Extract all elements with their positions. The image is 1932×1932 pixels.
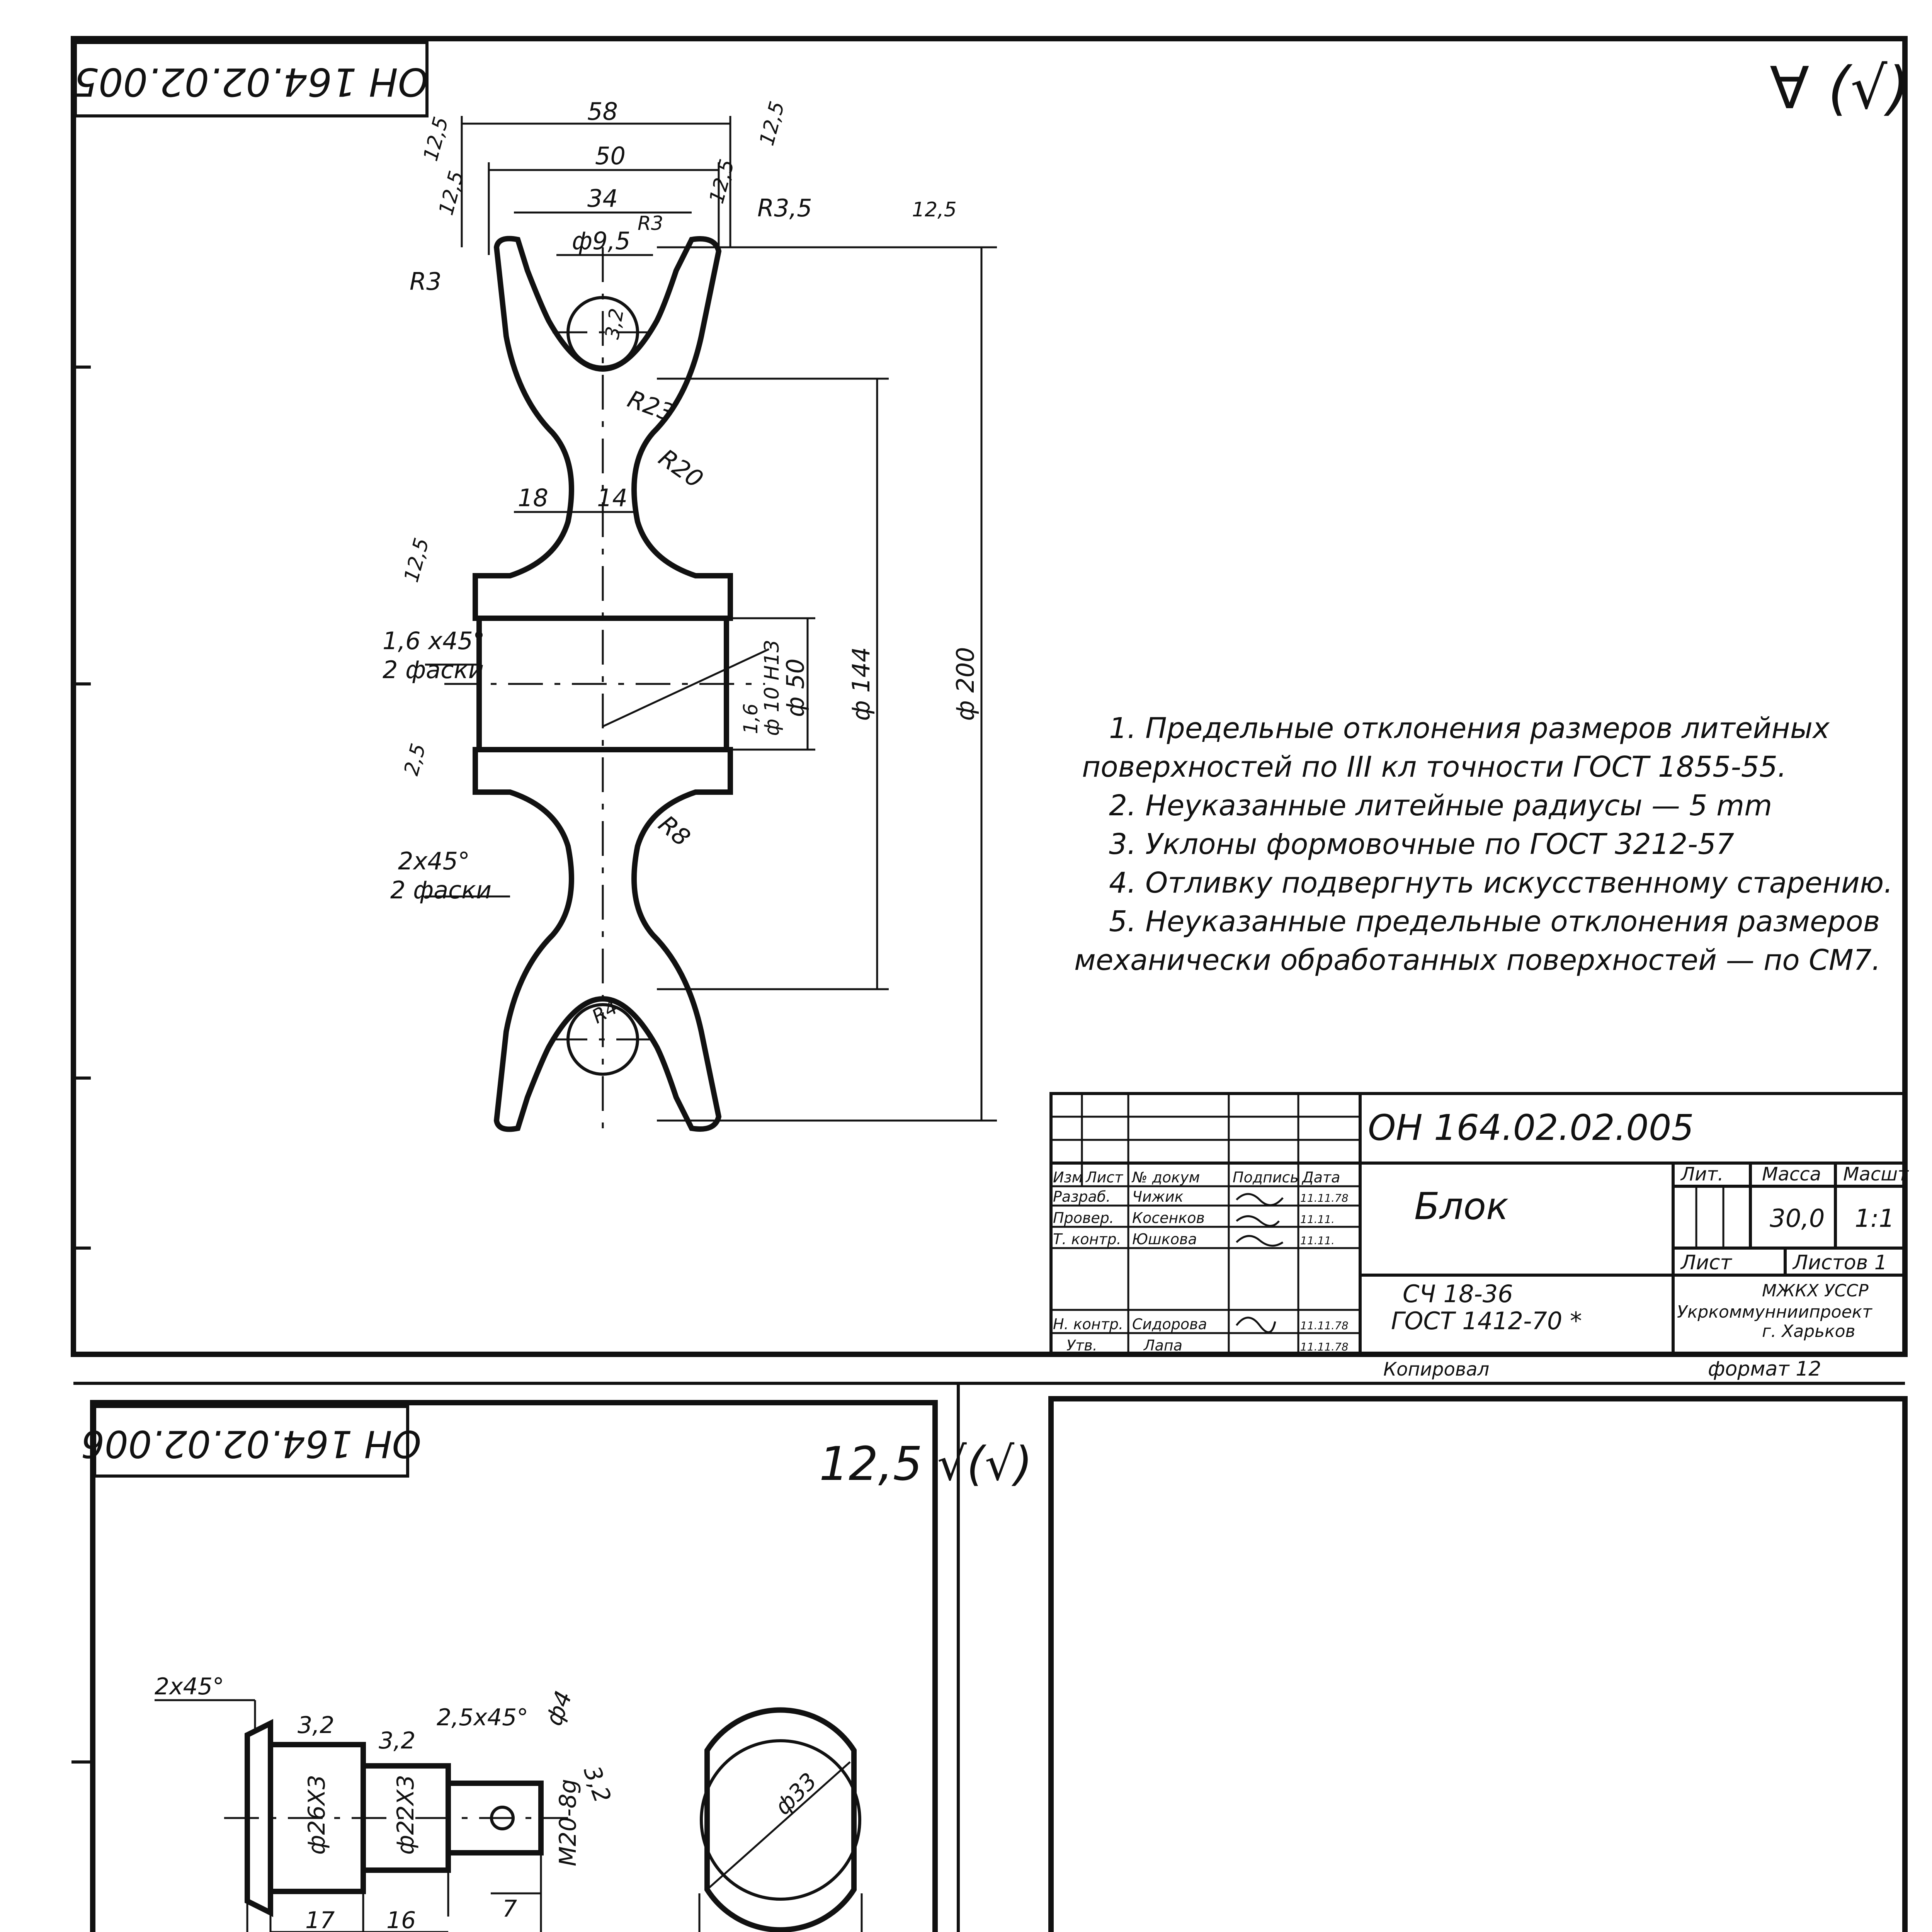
dim-d144: ф 144 [847, 647, 875, 721]
dim-34: 34 [587, 184, 618, 213]
axle-end-view [699, 1710, 862, 1932]
dim-r23: R23 [624, 384, 678, 427]
dim-58: 58 [587, 97, 618, 126]
dim-17: 17 [305, 1907, 335, 1932]
tb1-signature [1236, 1194, 1283, 1332]
dim-d50: ф 50 [781, 658, 810, 717]
note-line-4: 3. Уклоны формовочные по ГОСТ 3212-57 [1109, 828, 1735, 861]
rough-f: 12,5 [400, 535, 434, 585]
tb1-h-lit: Лит. [1681, 1163, 1724, 1185]
chamfer-2-note: 2 фаски [390, 876, 492, 904]
sheet-empty [1051, 1399, 1905, 1932]
note-line-1: 1. Предельные отклонения размеров литейных [1109, 712, 1830, 745]
tb1-col-doc: № докум [1132, 1169, 1200, 1186]
dim-d9-5: ф9,5 [572, 227, 631, 255]
dim-chamfer-a: 2х45° [155, 1673, 224, 1700]
rough-b: 12,5 [755, 99, 789, 148]
dim-d22: ф22Х3 [392, 1775, 419, 1855]
tb1-name-3: Сидорова [1132, 1316, 1207, 1333]
tb1-date-1: 11.11. [1300, 1213, 1335, 1226]
tb1-col-izm: Изм [1053, 1169, 1083, 1186]
sheet1-format: формат 12 [1708, 1357, 1821, 1381]
chamfer-1-note: 2 фаски [383, 656, 484, 684]
tb1-material-1: СЧ 18-36 [1403, 1280, 1513, 1308]
dim-14: 14 [597, 484, 628, 512]
tb1-name: Блок [1414, 1185, 1509, 1228]
sheet1-notes [1074, 712, 1893, 977]
chamfer-2: 2х45° [398, 847, 470, 875]
dim-r3-5: R3,5 [757, 194, 812, 222]
tb1-name-4: Лапа [1144, 1337, 1182, 1354]
tb1-col-date: Дата [1302, 1169, 1340, 1186]
tb1-date-0: 11.11.78 [1300, 1192, 1349, 1204]
sheet1-frame [73, 39, 1905, 1354]
dim-3-2: 3,2 [600, 306, 628, 341]
tb1-org-2: Укркоммунниипроект [1677, 1302, 1872, 1322]
sheet1-title-block [1051, 1094, 1909, 1354]
dim-d33: ф33 [769, 1767, 822, 1820]
chamfer-1: 1,6 х45° [383, 627, 485, 655]
tb1-col-list: Лист [1086, 1169, 1123, 1186]
sheet2-code-stamp: ОН 164.02.02.006 [81, 1422, 422, 1466]
tb1-sheets: Листов 1 [1793, 1251, 1887, 1274]
tb1-org-3: г. Харьков [1762, 1321, 1855, 1341]
dim-50: 50 [595, 142, 626, 170]
note-line-2: поверхностей по III кл точности ГОСТ 1855-55. [1082, 750, 1787, 784]
tb1-col-sign: Подпись [1233, 1169, 1299, 1186]
sheet1-code-stamp: ОН 164.02.02.005 [74, 59, 429, 105]
note-line-7: механически обработанных поверхностей — по СМ7. [1074, 944, 1881, 977]
dim-rough-b: 3,2 [379, 1727, 416, 1754]
sheet-os [71, 1403, 1032, 1932]
rough-c: 12,5 [434, 168, 469, 218]
dim-d10h13: ф 10 Н13 [760, 639, 784, 736]
tb1-org-1: МЖКХ УССР [1762, 1281, 1869, 1301]
tb1-role-4: Утв. [1066, 1337, 1097, 1354]
rough-d: 12,5 [705, 156, 739, 206]
dim-r3-top: R3 [638, 212, 663, 235]
pulley-section [444, 239, 765, 1129]
tb1-mass: 30,0 [1770, 1204, 1825, 1233]
dim-16: 16 [386, 1907, 416, 1932]
tb1-sheet: Лист [1681, 1251, 1732, 1274]
sheet1-copied: Копировал [1383, 1359, 1490, 1380]
tb1-designation: ОН 164.02.02.005 [1368, 1107, 1694, 1148]
dim-chamfer-b: 2,5х45° [437, 1704, 529, 1731]
dim-18: 18 [518, 484, 548, 512]
dim-rough-c: 3,2 [578, 1762, 616, 1806]
dim-r3-left: R3 [410, 267, 442, 296]
dim-d200: ф 200 [951, 647, 980, 721]
tb1-date-4: 11.11.78 [1300, 1340, 1349, 1353]
sheet2-surface-mark: 12,5 √(√) [819, 1437, 1032, 1491]
dim-1-6: 1,6 [740, 703, 762, 734]
tb1-name-2: Юшкова [1132, 1231, 1197, 1248]
tb1-name-0: Чижик [1132, 1188, 1184, 1205]
dim-d26: ф26Х3 [303, 1775, 330, 1855]
rough-e: 12,5 [912, 198, 957, 221]
note-line-3: 2. Неуказанные литейные радиусы — 5 mm [1109, 789, 1772, 822]
dim-d4: ф4 [540, 1687, 578, 1730]
tb1-date-3: 11.11.78 [1300, 1319, 1349, 1332]
sheet3-frame [1051, 1399, 1905, 1932]
dim-m20: М20-8g [554, 1779, 582, 1866]
tb1-h-mass: Масса [1762, 1163, 1821, 1185]
tb1-scale: 1:1 [1855, 1204, 1895, 1233]
tb1-role-3: Н. контр. [1053, 1316, 1124, 1333]
note-line-6: 5. Неуказанные предельные отклонения размеров [1109, 905, 1880, 938]
tb1-role-0: Разраб. [1053, 1188, 1111, 1205]
tb1-material-2: ГОСТ 1412-70 * [1391, 1307, 1582, 1335]
sheet-blok [71, 39, 1910, 1381]
rough-g: 2,5 [400, 741, 430, 778]
dim-rough-a: 3,2 [298, 1712, 335, 1739]
sheet1-surface-mark: ∀ (√) [1770, 55, 1910, 122]
note-line-5: 4. Отливку подвергнуть искусственному старению. [1109, 866, 1893, 900]
dim-r4: R4 [588, 995, 622, 1028]
tb1-h-scale: Масшт [1843, 1163, 1909, 1185]
dim-r20: R20 [653, 443, 709, 494]
tb1-role-2: Т. контр. [1053, 1231, 1121, 1248]
dim-7: 7 [502, 1895, 517, 1922]
rough-a: 12,5 [419, 114, 453, 164]
pulley-dimension-labels [383, 97, 980, 1028]
tb1-name-1: Косенков [1132, 1209, 1205, 1226]
tb1-date-2: 11.11. [1300, 1234, 1335, 1247]
tb1-role-1: Провер. [1053, 1209, 1114, 1226]
dim-r8: R8 [653, 810, 696, 852]
